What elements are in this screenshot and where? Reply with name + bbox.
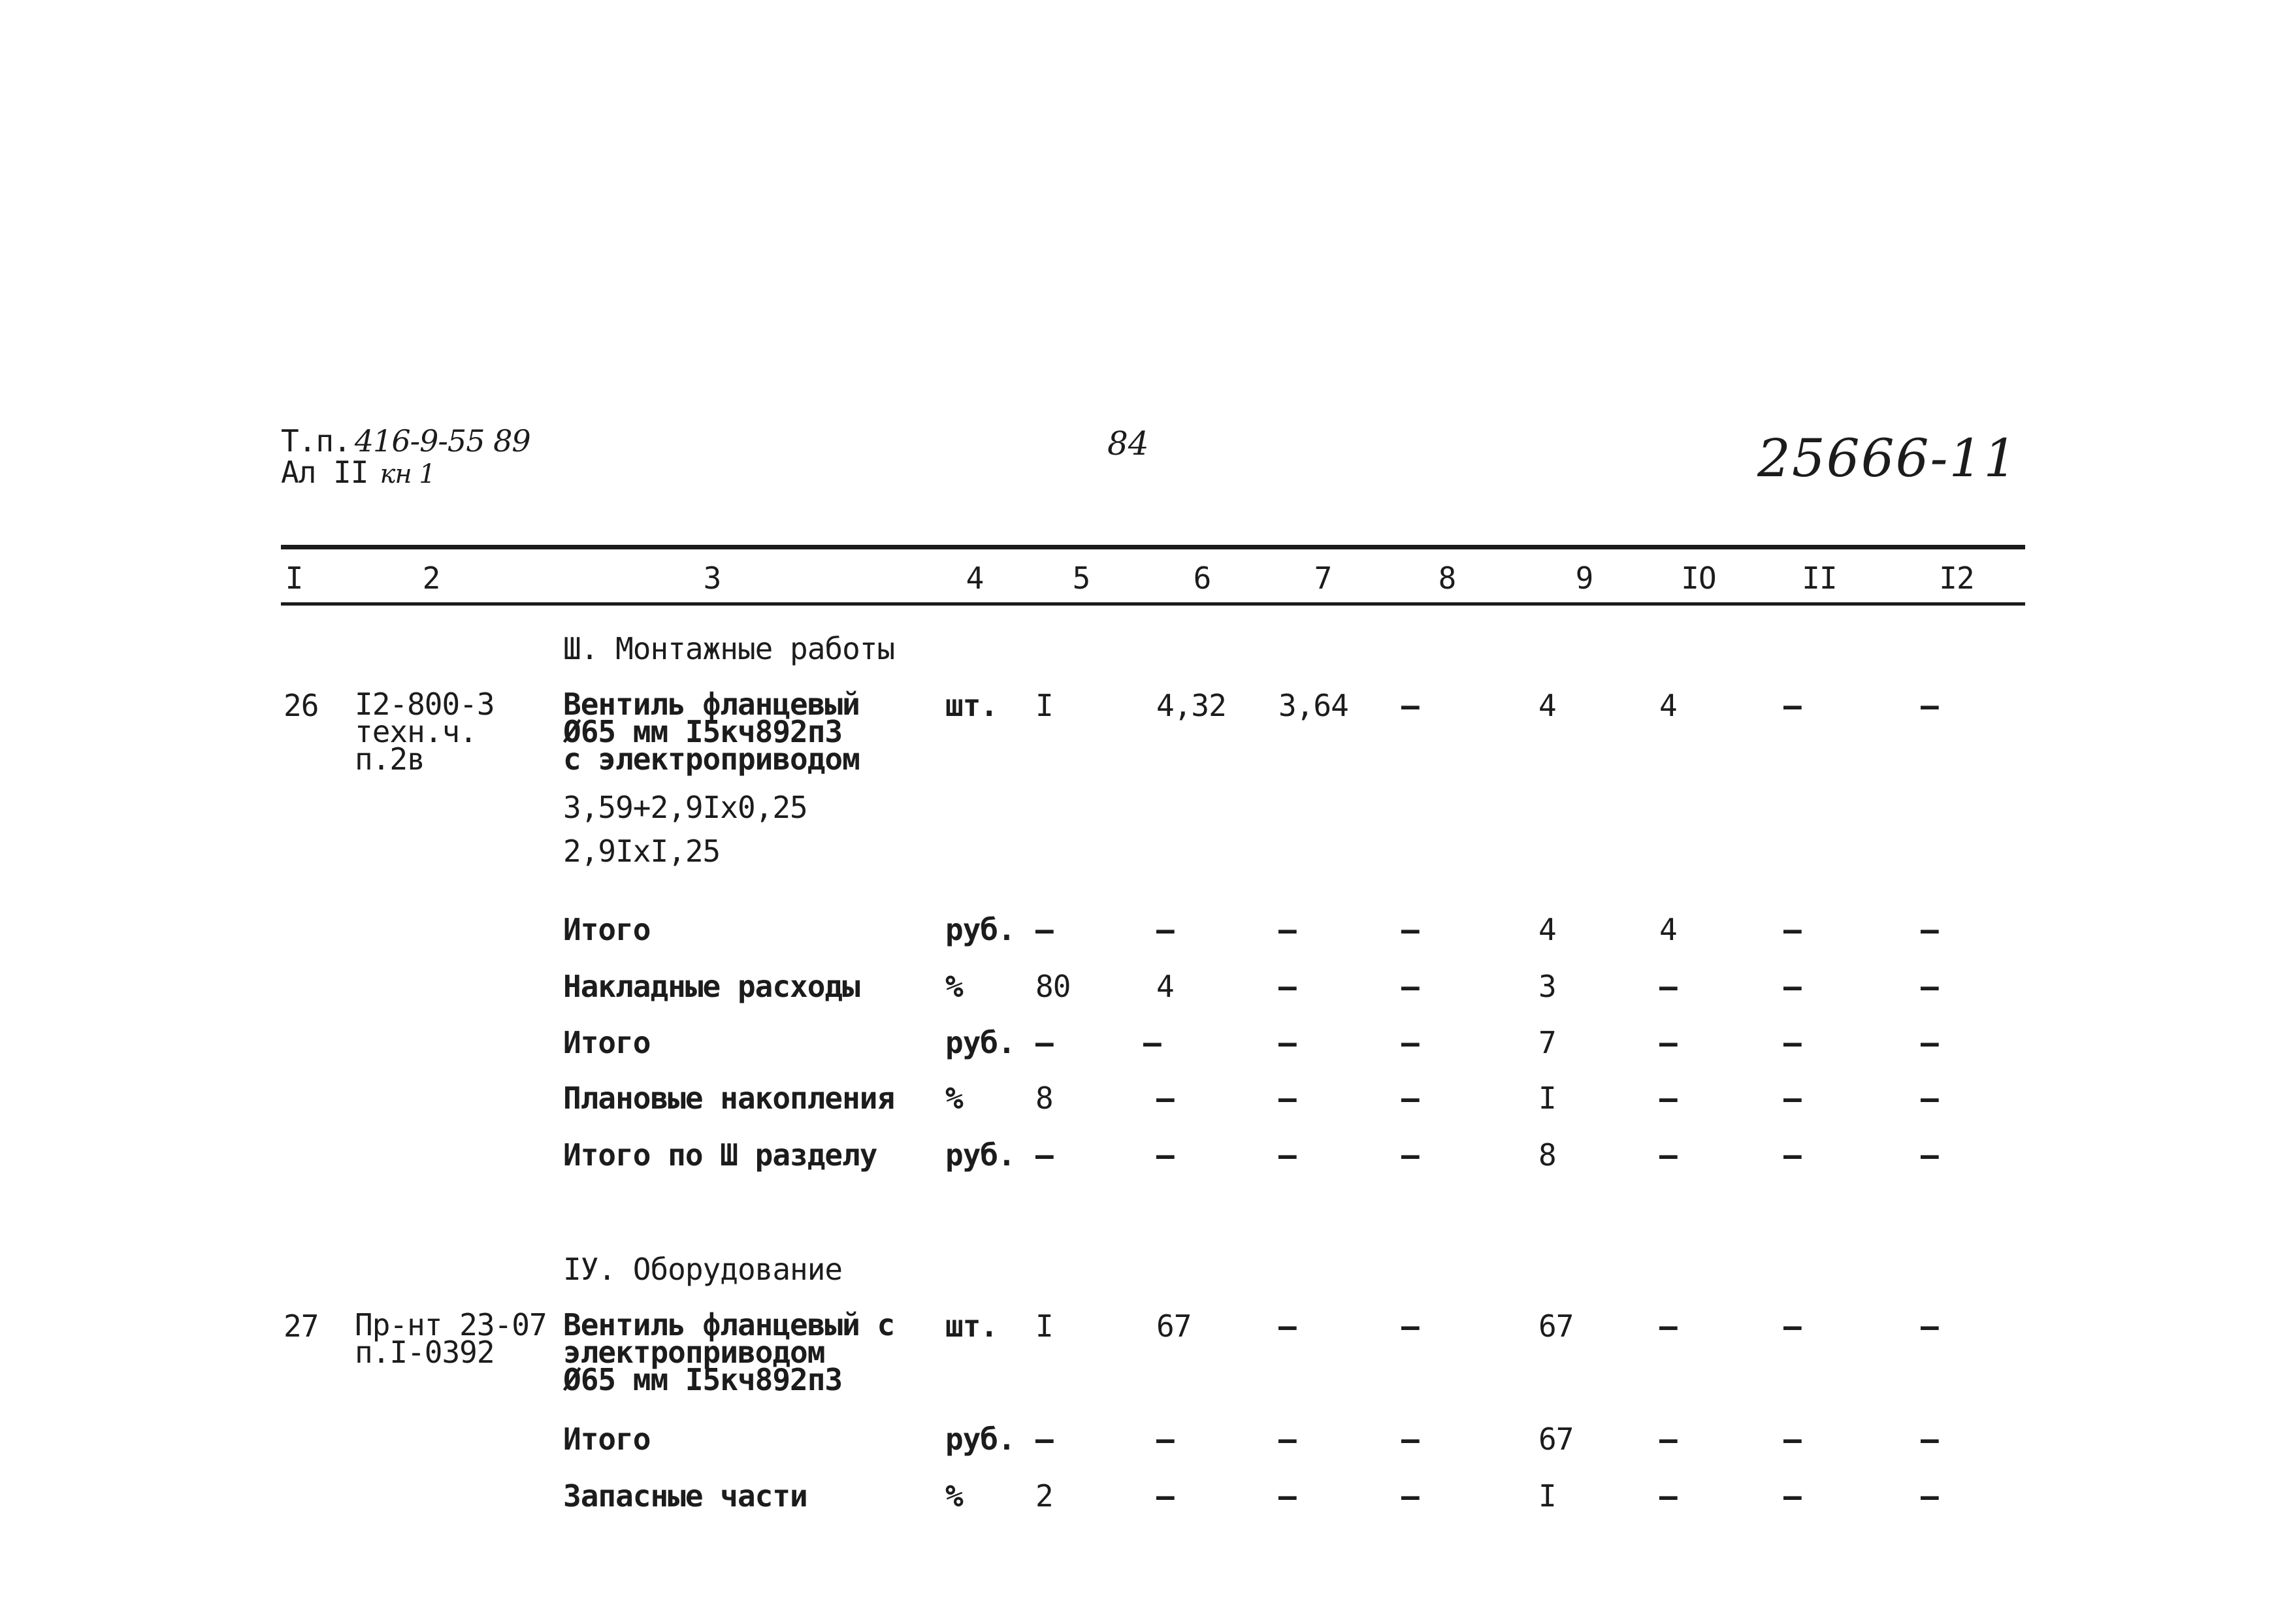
cell-col9: I: [1538, 1080, 1556, 1116]
cell-col12: –: [1921, 688, 1938, 723]
cell-unit: руб.: [945, 1137, 1015, 1173]
cell-unit: %: [945, 1478, 963, 1514]
doc-ref-handwritten: 416-9-55 89: [354, 423, 530, 459]
summary-label: Итого: [563, 1421, 651, 1457]
cell-col12: –: [1921, 912, 1938, 947]
cell-col7: –: [1278, 1025, 1296, 1060]
page-number: 84: [1107, 425, 1149, 463]
cell-col7: –: [1278, 1308, 1296, 1344]
cell-col9: 67: [1538, 1308, 1574, 1344]
cell-col8: –: [1401, 1308, 1419, 1344]
column-header-2: 2: [422, 560, 440, 596]
column-header-8: 8: [1438, 560, 1456, 596]
cell-col11: –: [1783, 1478, 1801, 1514]
cell-col11: –: [1783, 969, 1801, 1004]
column-header-5: 5: [1072, 560, 1090, 596]
item-code: I2-800-3 техн.ч. п.2в: [355, 687, 495, 777]
cell-unit: руб.: [945, 1421, 1015, 1457]
cell-col5: I: [1035, 1308, 1053, 1344]
cell-col8: –: [1401, 1137, 1419, 1173]
cell-col11: –: [1783, 1421, 1801, 1457]
cell-col11: –: [1783, 1025, 1801, 1060]
item-code: Пр-нт 23-07 п.I-0392: [355, 1307, 547, 1370]
cell-unit: руб.: [945, 1025, 1015, 1060]
cell-col9: 7: [1538, 1025, 1556, 1060]
summary-label: Итого по Ш разделу: [563, 1137, 877, 1173]
cell-col7: 3,64: [1278, 688, 1348, 723]
cell-col5: 2: [1035, 1478, 1053, 1514]
cell-col6: –: [1156, 1478, 1174, 1514]
cell-col6: –: [1143, 1025, 1161, 1060]
table-top-rule: [281, 545, 2025, 549]
cell-col10: –: [1659, 1137, 1677, 1173]
cell-col10: 4: [1659, 688, 1677, 723]
cell-col5: I: [1035, 688, 1053, 723]
cell-col10: –: [1659, 1478, 1677, 1514]
doc-ref-line2: [281, 457, 435, 489]
cell-col12: –: [1921, 969, 1938, 1004]
calc-line-2: 2,9IхI,25: [563, 834, 721, 869]
cell-col10: –: [1659, 1308, 1677, 1344]
summary-label: Запасные части: [563, 1478, 807, 1514]
item-number: 27: [284, 1308, 319, 1344]
cell-col7: –: [1278, 1421, 1296, 1457]
cell-col7: –: [1278, 1478, 1296, 1514]
column-header-9: 9: [1575, 560, 1593, 596]
cell-col8: –: [1401, 1421, 1419, 1457]
cell-col9: 4: [1538, 688, 1556, 723]
cell-col9: 4: [1538, 912, 1556, 947]
cell-col11: –: [1783, 912, 1801, 947]
cell-col12: –: [1921, 1080, 1938, 1116]
cell-col7: –: [1278, 912, 1296, 947]
cell-col5: 80: [1035, 969, 1071, 1004]
item-description: Вентиль фланцевый с электроприводом Ø65 мм I5кч892п3: [563, 1307, 895, 1397]
cell-col8: –: [1401, 1478, 1419, 1514]
column-header-1: I: [285, 560, 303, 596]
column-header-12: I2: [1939, 560, 1974, 596]
section-title: IУ. Оборудование: [563, 1252, 843, 1287]
cell-unit: руб.: [945, 912, 1015, 947]
cell-col6: –: [1156, 1137, 1174, 1173]
album-ref: Ал II: [281, 455, 368, 490]
table-header-rule: [281, 602, 2025, 606]
cell-col11: –: [1783, 1080, 1801, 1116]
cell-col7: –: [1278, 969, 1296, 1004]
cell-col10: –: [1659, 969, 1677, 1004]
calc-line-1: 3,59+2,9Iх0,25: [563, 790, 807, 825]
summary-label: Плановые накопления: [563, 1080, 895, 1116]
cell-col12: –: [1921, 1137, 1938, 1173]
cell-col11: –: [1783, 1137, 1801, 1173]
cell-col12: –: [1921, 1421, 1938, 1457]
cell-col12: –: [1921, 1308, 1938, 1344]
cell-col5: 8: [1035, 1080, 1053, 1116]
cell-col10: –: [1659, 1080, 1677, 1116]
cell-col5: –: [1035, 912, 1053, 947]
cell-col8: –: [1401, 688, 1419, 723]
section-title: Ш. Монтажные работы: [563, 631, 895, 666]
column-header-4: 4: [966, 560, 984, 596]
cell-col9: I: [1538, 1478, 1556, 1514]
cell-col6: –: [1156, 1080, 1174, 1116]
doc-ref-line1: [281, 423, 530, 459]
cell-col9: 3: [1538, 969, 1556, 1004]
item-description: Вентиль фланцевый Ø65 мм I5кч892п3 с электроприводом: [563, 687, 860, 777]
cell-col12: –: [1921, 1025, 1938, 1060]
doc-ref-prefix: Т.п.: [281, 423, 351, 459]
cell-col7: –: [1278, 1137, 1296, 1173]
cell-unit: шт.: [945, 688, 998, 723]
cell-col5: –: [1035, 1137, 1053, 1173]
column-header-11: II: [1802, 560, 1837, 596]
cell-col10: 4: [1659, 912, 1677, 947]
cell-col6: –: [1156, 1421, 1174, 1457]
cell-col10: –: [1659, 1025, 1677, 1060]
column-header-6: 6: [1193, 560, 1211, 596]
cell-col6: 4,32: [1156, 688, 1226, 723]
cell-unit: %: [945, 969, 963, 1004]
cell-col9: 67: [1538, 1421, 1574, 1457]
cell-unit: шт.: [945, 1308, 998, 1344]
summary-label: Накладные расходы: [563, 969, 860, 1004]
book-ref-handwritten: кн 1: [380, 459, 435, 489]
document-code: 25666-11: [1757, 428, 2019, 489]
cell-col8: –: [1401, 1080, 1419, 1116]
cell-col11: –: [1783, 688, 1801, 723]
cell-col8: –: [1401, 912, 1419, 947]
cell-col8: –: [1401, 1025, 1419, 1060]
cell-col5: –: [1035, 1025, 1053, 1060]
column-header-10: IO: [1681, 560, 1716, 596]
cell-col10: –: [1659, 1421, 1677, 1457]
cell-unit: %: [945, 1080, 963, 1116]
cell-col8: –: [1401, 969, 1419, 1004]
cell-col7: –: [1278, 1080, 1296, 1116]
item-number: 26: [284, 688, 319, 723]
column-header-7: 7: [1314, 560, 1332, 596]
cell-col11: –: [1783, 1308, 1801, 1344]
summary-label: Итого: [563, 1025, 651, 1060]
cell-col6: 67: [1156, 1308, 1192, 1344]
summary-label: Итого: [563, 912, 651, 947]
cell-col9: 8: [1538, 1137, 1556, 1173]
cell-col12: –: [1921, 1478, 1938, 1514]
cell-col6: –: [1156, 912, 1174, 947]
cell-col5: –: [1035, 1421, 1053, 1457]
cell-col6: 4: [1156, 969, 1174, 1004]
column-header-3: 3: [703, 560, 721, 596]
